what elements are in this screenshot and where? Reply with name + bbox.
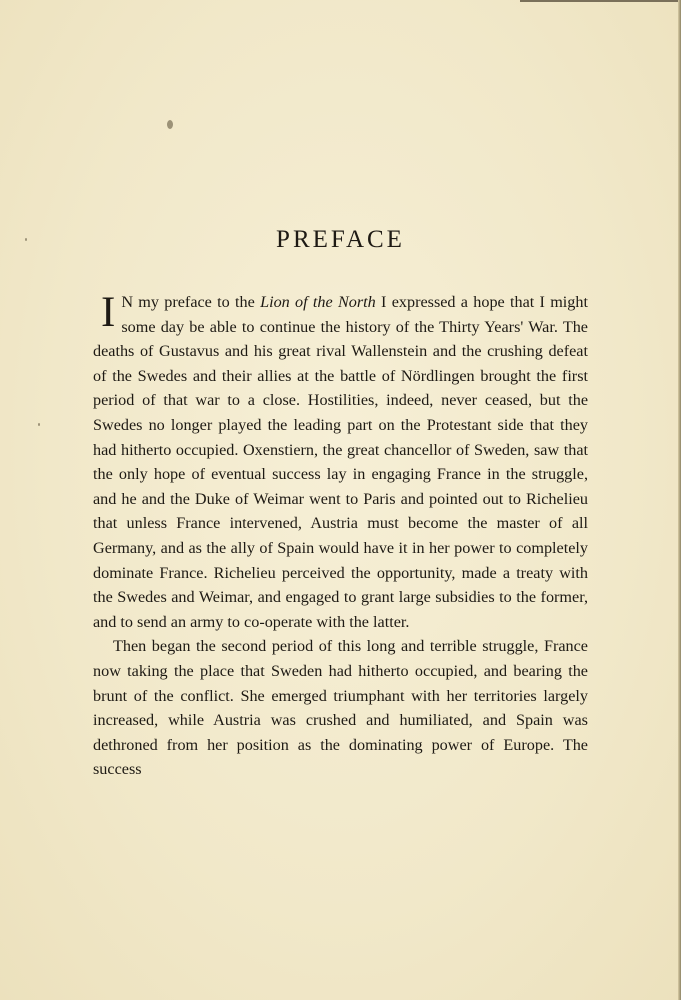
paper-speck bbox=[38, 423, 40, 426]
page-title: PREFACE bbox=[276, 226, 405, 253]
paragraph-1 bbox=[93, 290, 588, 634]
paragraph-2: Then began the second period of this long and terrible struggle, France now taking the place that Sweden had hitherto occupied, and bearing the brunt of the conflict. She emerged triumphant with her territories largely increased, while Austria was crushed and humiliated, and Spain was dethroned from her position as the dominating power of Europe. The success bbox=[93, 637, 588, 779]
body-text bbox=[93, 290, 588, 782]
paragraph-1-text: I expressed a hope that I might some day be able to continue the history of the Thirty Years' War. The deaths of Gustavus and his great rival Wallenstein and the crushing defeat of the Swedes and their allies at the battle of Nördlingen brought the first period of that war to a close. Hostilities, indeed, never ceased, but the Swedes no longer played the leading part on the Protestant side that they had hitherto occupied. Oxenstiern, the great chancellor of Sweden, saw that the only hope of eventual success lay in engaging France in the struggle, and he and the Duke of Weimar went to Paris and pointed out to Richelieu that unless France intervened, Austria must become the master of all Germany, and as the ally of Spain would have it in her power to completely dominate France. Richelieu perceived the opportunity, made a treaty with the Swedes and Weimar, and engaged to grant large subsidies to the former, and to send an army to co-operate with the latter. bbox=[93, 293, 588, 631]
paragraph-1-lead: N my preface to the bbox=[121, 293, 261, 311]
drop-cap: I bbox=[101, 289, 116, 336]
book-title-reference: Lion of the North bbox=[260, 293, 376, 311]
page-top-edge bbox=[520, 0, 681, 2]
paper-speck bbox=[167, 120, 173, 129]
